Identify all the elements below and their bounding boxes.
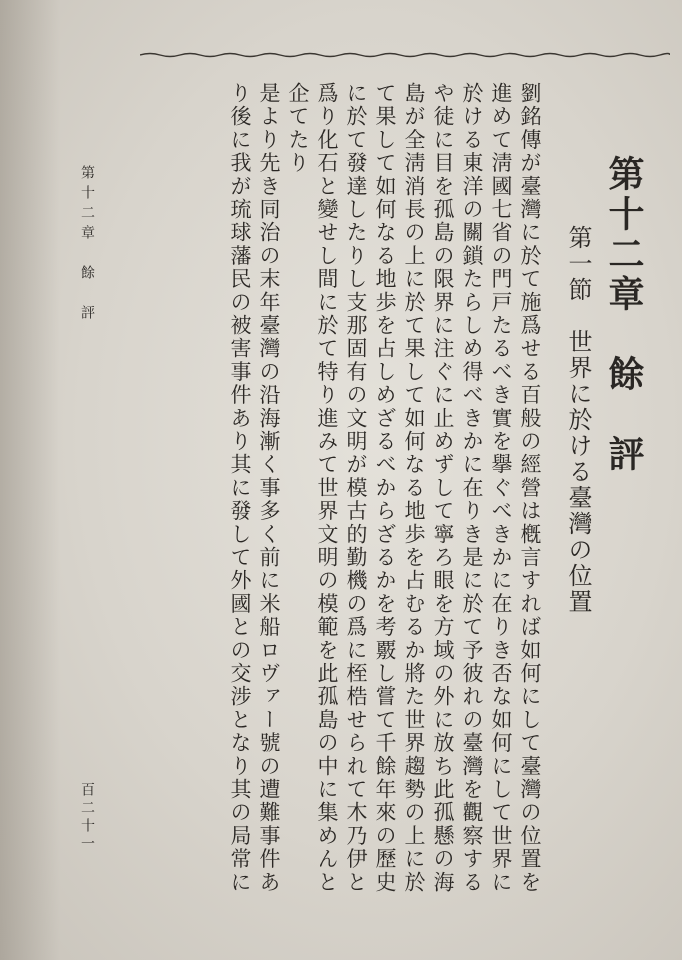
body-line: 企てたり xyxy=(286,82,310,175)
body-line: 劉銘傳が臺灣に於て施爲せる百般の經營は槪言すれば如何にして臺灣の位置を xyxy=(518,82,542,894)
chapter-title: 第十二章 餘 評 xyxy=(603,155,645,475)
body-line: り後に我が琉球藩民の被害事件あり其に發して外國との交涉となり其の局常に xyxy=(228,82,252,895)
section-title: 第一節 世界に於ける臺灣の位置 xyxy=(564,225,592,615)
body-line: 進めて淸國七省の門戸たるべき實を擧ぐべきかに在りき否な如何にして世界に xyxy=(489,82,513,895)
running-head: 第十二章 餘 評 xyxy=(79,165,95,325)
header-rule xyxy=(140,52,670,58)
spine-shadow xyxy=(0,0,60,960)
body-line: 於ける東洋の關鎖たらしめ得べきかに在りき是に於て予彼れの臺灣を觀察する xyxy=(460,82,484,894)
body-line: 島が全淸消長の上に於て果して如何なる地歩を占むるか將た世界趨勢の上に於 xyxy=(402,82,426,894)
body-line: 是より先き同治の末年臺灣の沿海漸く事多く前に米船ロヴァー號の遭難事件あ xyxy=(257,82,281,894)
body-line: 爲り化石と變せし間に於て特り進みて世界文明の模範を此孤島の中に集めんと xyxy=(315,82,339,894)
page-number: 百二十一 xyxy=(79,782,95,854)
body-line: に於て發達したりし支那固有の文明が模古的勤機の爲に桎梏せられて木乃伊と xyxy=(344,82,368,894)
body-line: て果して如何なる地歩を占しめざるべからざるかを考覈し嘗て千餘年來の歷史 xyxy=(373,82,397,894)
body-line: や徒に目を孤島の限界に注ぐに止めずして寧ろ眼を方域の外に放ち此孤懸の海 xyxy=(431,82,455,895)
